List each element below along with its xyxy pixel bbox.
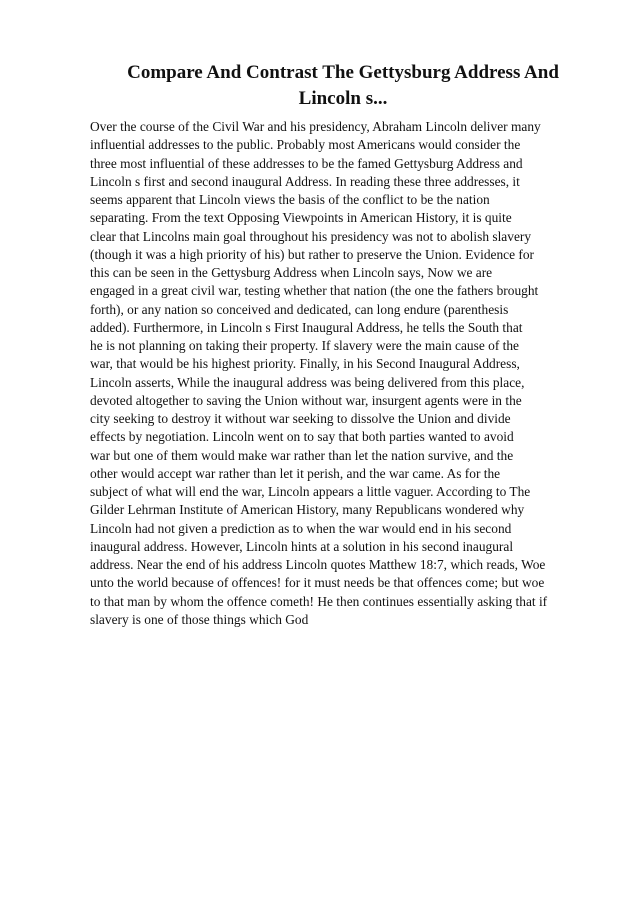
- body-line: Gilder Lehrman Institute of American History, many Republicans wondered why: [90, 502, 525, 518]
- body-line: engaged in a great civil war, testing whether that nation (the one the fathers brought: [90, 283, 539, 299]
- body-line: unto the world because of offences! for it must needs be that offences come; but woe: [90, 575, 545, 591]
- title-line-1: Compare And Contrast The Gettysburg Address And: [127, 62, 559, 83]
- body-line: Over the course of the Civil War and his presidency, Abraham Lincoln deliver many: [90, 119, 541, 134]
- body-line: other would accept war rather than let it perish, and the war came. As for the: [90, 465, 501, 481]
- body-line: slavery is one of those things which God: [90, 611, 309, 627]
- body-line: address. Near the end of his address Lincoln quotes Matthew 18:7, which reads, Woe: [90, 557, 546, 572]
- body-line: inaugural address. However, Lincoln hints at a solution in his second inaugural: [90, 538, 514, 554]
- body-line: city seeking to destroy it without war seeking to dissolve the Union and divide: [90, 411, 511, 426]
- title-line-2: Lincoln s...: [298, 88, 388, 109]
- body-line: forth), or any nation so conceived and dedicated, can long endure (parenthesis: [90, 301, 509, 317]
- body-line: devoted altogether to saving the Union without war, insurgent agents were in the: [90, 392, 522, 408]
- body-line: war, that would be his highest priority. Finally, in his Second Inaugural Address,: [90, 356, 520, 372]
- body-line: Lincoln asserts, While the inaugural address was being delivered from this place,: [90, 374, 525, 390]
- body-line: to that man by whom the offence cometh! He then continues essentially asking that if: [90, 593, 548, 609]
- body-line: effects by negotiation. Lincoln went on to say that both parties wanted to avoid: [90, 429, 514, 445]
- body-paragraph: [90, 118, 600, 629]
- document-title: [100, 60, 586, 112]
- body-line: three most influential of these addresses to be the famed Gettysburg Address and: [90, 155, 523, 171]
- body-line: influential addresses to the public. Probably most Americans would consider the: [90, 137, 521, 153]
- body-line: seems apparent that Lincoln views the basis of the conflict to be the nation: [90, 192, 490, 207]
- body-line: war but one of them would make war rather than let the nation survive, and the: [90, 447, 514, 463]
- body-line: this can be seen in the Gettysburg Address when Lincoln says, Now we are: [90, 265, 493, 280]
- body-line: clear that Lincolns main goal throughout his presidency was not to abolish slavery: [90, 228, 532, 244]
- body-line: subject of what will end the war, Lincoln appears a little vaguer. According to The: [90, 484, 531, 499]
- body-line: Lincoln s first and second inaugural Address. In reading these three addresses, it: [90, 173, 520, 189]
- body-line: Lincoln had not given a prediction as to when the war would end in his second: [90, 520, 512, 536]
- body-line: (though it was a high priority of his) but rather to preserve the Union. Evidence for: [90, 246, 535, 262]
- body-line: he is not planning on taking their property. If slavery were the main cause of the: [90, 338, 519, 353]
- body-line: added). Furthermore, in Lincoln s First Inaugural Address, he tells the South that: [90, 319, 523, 335]
- body-line: separating. From the text Opposing Viewpoints in American History, it is quite: [90, 210, 512, 226]
